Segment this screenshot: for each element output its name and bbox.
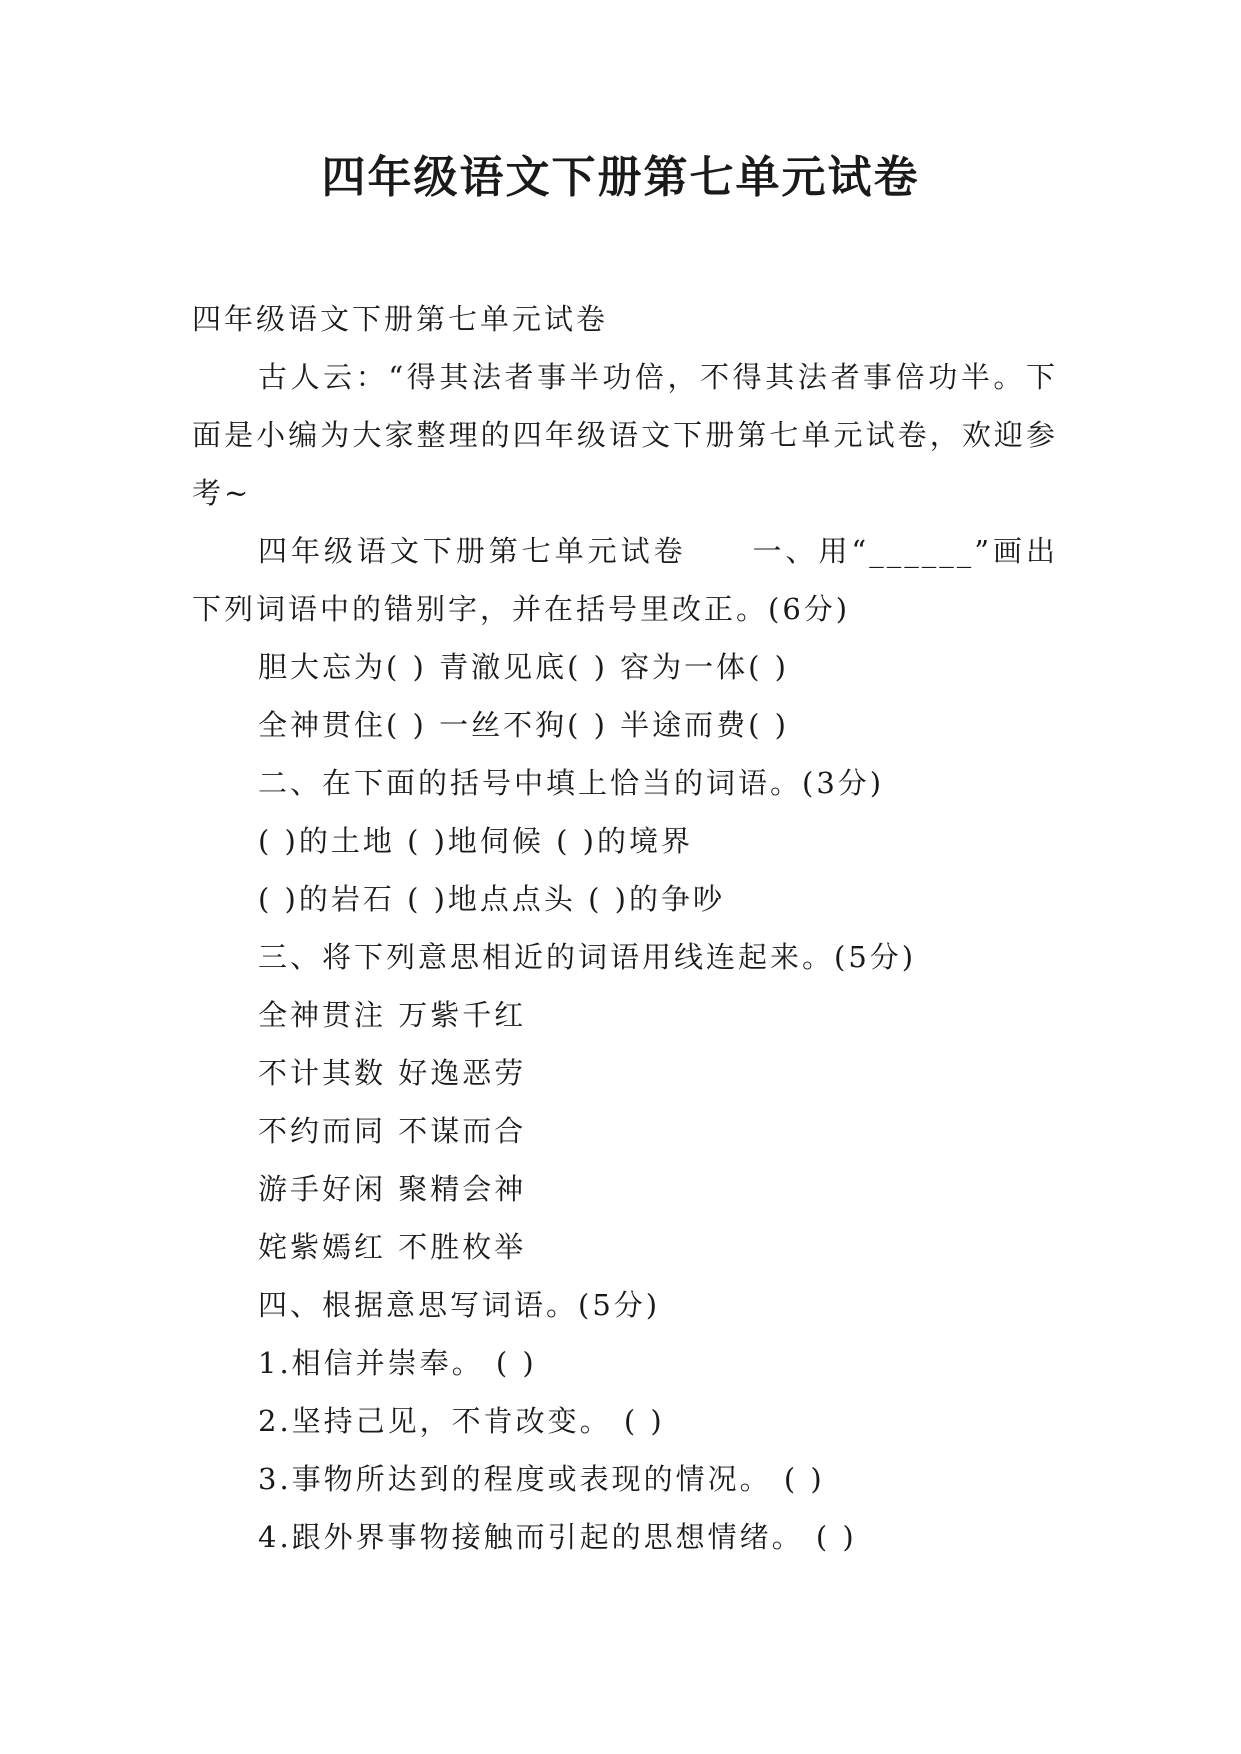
question-4-line: 2.坚持己见，不肯改变。 ( ) [258, 1404, 665, 1438]
question-1-header: 四年级语文下册第七单元试卷 一、用“______”画出下列词语中的错别字，并在括号里改正。(6分) [192, 534, 1058, 626]
question-2-line: ( )的土地 ( )地伺候 ( )的境界 [258, 824, 693, 858]
question-3-line: 全神贯注 万紫千红 [258, 998, 527, 1032]
question-3-line: 不计其数 好逸恶劳 [258, 1056, 527, 1090]
question-3-line: 游手好闲 聚精会神 [258, 1172, 527, 1206]
question-3-header: 三、将下列意思相近的词语用线连起来。(5分) [258, 940, 917, 974]
question-4-line: 4.跟外界事物接触而引起的思想情绪。 ( ) [258, 1520, 857, 1554]
question-4-header: 四、根据意思写词语。(5分) [258, 1288, 661, 1322]
question-4-line: 1.相信并崇奉。 ( ) [258, 1346, 537, 1380]
question-3-line: 姹紫嫣红 不胜枚举 [258, 1230, 527, 1264]
question-1-line: 全神贯住( ) 一丝不狗( ) 半途而费( ) [258, 708, 789, 742]
question-2-line: ( )的岩石 ( )地点点头 ( )的争吵 [258, 882, 725, 916]
question-3-line: 不约而同 不谋而合 [258, 1114, 527, 1148]
document-subtitle: 四年级语文下册第七单元试卷 [192, 302, 609, 336]
document-body [192, 290, 1058, 1566]
question-4-line: 3.事物所达到的程度或表现的情况。 ( ) [258, 1462, 825, 1496]
question-2-header: 二、在下面的括号中填上恰当的词语。(3分) [258, 766, 885, 800]
question-1-line: 胆大忘为( ) 青澈见底( ) 容为一体( ) [258, 650, 789, 684]
intro-paragraph: 古人云：“得其法者事半功倍，不得其法者事倍功半。下面是小编为大家整理的四年级语文下册第七单元试卷，欢迎参考~ [192, 360, 1058, 510]
document-title: 四年级语文下册第七单元试卷 [321, 152, 920, 203]
